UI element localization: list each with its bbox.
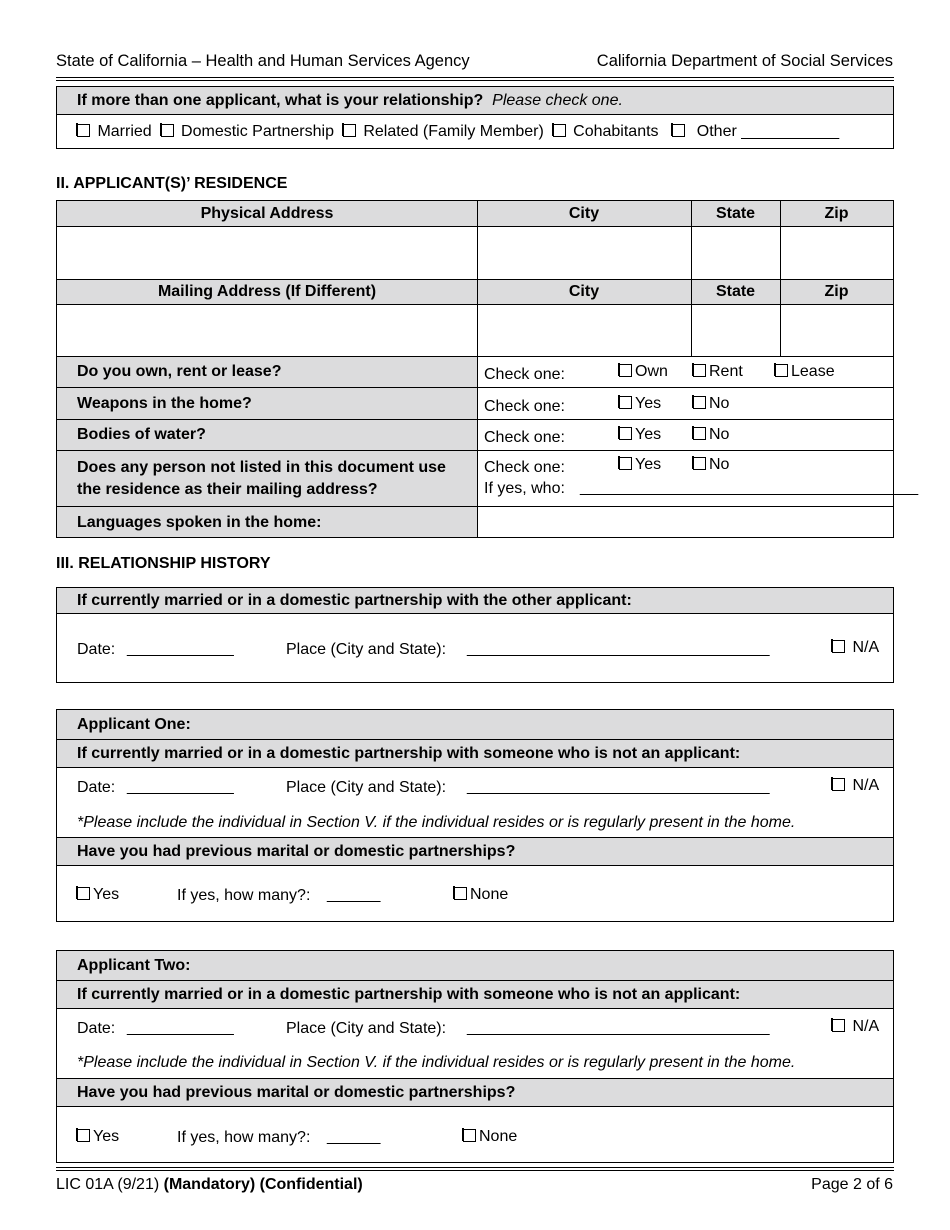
how-many-label: If yes, how many?: bbox=[177, 887, 311, 904]
checkbox[interactable] bbox=[775, 364, 788, 377]
who-field[interactable]: ______________________________________ bbox=[580, 479, 919, 496]
joint-marriage-header: If currently married or in a domestic partnership with the other applicant: bbox=[77, 592, 632, 609]
checkbox[interactable] bbox=[619, 457, 632, 470]
relationship-box bbox=[56, 86, 894, 149]
department-header: California Department of Social Services bbox=[596, 52, 893, 70]
place-label: Place (City and State): bbox=[286, 641, 447, 658]
state-header: State bbox=[715, 205, 756, 222]
check-one-label: Check one: bbox=[484, 459, 565, 476]
mailing-use-yes-option[interactable]: Yes bbox=[619, 456, 661, 474]
checkbox[interactable] bbox=[832, 778, 845, 791]
checkbox[interactable] bbox=[343, 124, 356, 137]
checkbox[interactable] bbox=[619, 396, 632, 409]
agency-header: State of California – Health and Human Services Agency bbox=[56, 52, 470, 70]
header-rule-2 bbox=[56, 80, 894, 81]
weapons-question: Weapons in the home? bbox=[77, 395, 252, 412]
mailing-zip-field[interactable] bbox=[782, 306, 891, 355]
checkbox[interactable] bbox=[77, 887, 90, 900]
option-domestic-partnership[interactable]: Domestic Partnership bbox=[161, 123, 334, 140]
footer-rule bbox=[56, 1167, 894, 1168]
form-id: LIC 01A (9/21) (Mandatory) (Confidential) bbox=[56, 1176, 363, 1193]
date-field[interactable]: ____________ bbox=[127, 778, 234, 795]
mailing-city-field[interactable] bbox=[479, 306, 689, 355]
date-label: Date: bbox=[77, 641, 116, 658]
date-label: Date: bbox=[77, 1020, 116, 1037]
physical-zip-field[interactable] bbox=[782, 228, 891, 278]
mailing-address-field[interactable] bbox=[59, 306, 475, 355]
water-no-option[interactable]: No bbox=[693, 426, 729, 444]
place-field[interactable]: __________________________________ bbox=[467, 640, 770, 657]
check-one-label: Check one: bbox=[484, 429, 565, 446]
city-header: City bbox=[568, 205, 600, 222]
date-field[interactable]: ____________ bbox=[127, 640, 234, 657]
how-many-field[interactable]: ______ bbox=[327, 1128, 381, 1145]
weapons-no-option[interactable]: No bbox=[693, 395, 729, 413]
section-v-note: *Please include the individual in Section V. if the individual resides or is regularly present in the home. bbox=[77, 814, 796, 831]
na-option[interactable]: N/A bbox=[832, 777, 879, 795]
na-option[interactable]: N/A bbox=[832, 639, 879, 657]
not-applicant-header: If currently married or in a domestic partnership with someone who is not an applicant: bbox=[77, 745, 741, 762]
na-option[interactable]: N/A bbox=[832, 1018, 879, 1036]
zip-header: Zip bbox=[824, 205, 849, 222]
footer-rule-2 bbox=[56, 1170, 894, 1171]
option-cohabitants[interactable]: Cohabitants bbox=[553, 123, 659, 140]
weapons-yes-option[interactable]: Yes bbox=[619, 395, 661, 413]
previous-none-option[interactable]: None bbox=[454, 886, 508, 904]
not-applicant-header: If currently married or in a domestic partnership with someone who is not an applicant: bbox=[77, 986, 741, 1003]
option-other[interactable]: Other ___________ bbox=[672, 123, 839, 140]
lease-option[interactable]: Lease bbox=[775, 363, 835, 381]
how-many-label: If yes, how many?: bbox=[177, 1129, 311, 1146]
joint-marriage-box bbox=[56, 587, 894, 683]
physical-city-field[interactable] bbox=[479, 228, 689, 278]
applicant-two-box bbox=[56, 950, 894, 1163]
other-field[interactable]: ___________ bbox=[741, 123, 840, 140]
checkbox[interactable] bbox=[693, 457, 706, 470]
water-question: Bodies of water? bbox=[77, 426, 206, 443]
checkbox[interactable] bbox=[832, 1019, 845, 1032]
if-yes-who-label: If yes, who: bbox=[484, 480, 565, 497]
previous-partnerships-question: Have you had previous marital or domestic partnerships? bbox=[77, 1084, 516, 1101]
own-rent-question: Do you own, rent or lease? bbox=[77, 363, 282, 380]
mailing-state-header: State bbox=[715, 283, 756, 300]
section-2-title: II. APPLICANT(S)’ RESIDENCE bbox=[56, 175, 288, 192]
place-label: Place (City and State): bbox=[286, 1020, 447, 1037]
place-field[interactable]: __________________________________ bbox=[467, 1019, 770, 1036]
mailing-city-header: City bbox=[568, 283, 600, 300]
mailing-address-header: Mailing Address (If Different) bbox=[157, 283, 377, 300]
mailing-zip-header: Zip bbox=[824, 283, 849, 300]
previous-yes-option[interactable]: Yes bbox=[77, 886, 119, 904]
checkbox[interactable] bbox=[619, 427, 632, 440]
residence-table bbox=[56, 200, 919, 538]
checkbox[interactable] bbox=[693, 396, 706, 409]
physical-state-field[interactable] bbox=[693, 228, 778, 278]
previous-yes-option[interactable]: Yes bbox=[77, 1128, 119, 1146]
checkbox[interactable] bbox=[832, 640, 845, 653]
checkbox[interactable] bbox=[77, 124, 90, 137]
header-rule bbox=[56, 77, 894, 78]
previous-none-option[interactable]: None bbox=[463, 1128, 517, 1146]
checkbox[interactable] bbox=[463, 1129, 476, 1142]
mailing-state-field[interactable] bbox=[693, 306, 778, 355]
checkbox[interactable] bbox=[161, 124, 174, 137]
water-yes-option[interactable]: Yes bbox=[619, 426, 661, 444]
languages-field[interactable] bbox=[479, 508, 891, 536]
form-flags: (Mandatory) (Confidential) bbox=[163, 1176, 363, 1193]
checkbox[interactable] bbox=[454, 887, 467, 900]
section-3-title: III. RELATIONSHIP HISTORY bbox=[56, 555, 271, 572]
check-one-label: Check one: bbox=[484, 398, 565, 415]
date-field[interactable]: ____________ bbox=[127, 1019, 234, 1036]
option-related[interactable]: Related (Family Member) bbox=[343, 123, 544, 140]
option-married[interactable]: Married bbox=[77, 123, 152, 140]
checkbox[interactable] bbox=[693, 364, 706, 377]
checkbox[interactable] bbox=[619, 364, 632, 377]
checkbox[interactable] bbox=[693, 427, 706, 440]
place-label: Place (City and State): bbox=[286, 779, 447, 796]
applicant-one-title: Applicant One: bbox=[77, 716, 191, 733]
relationship-options bbox=[77, 123, 839, 141]
relationship-question: If more than one applicant, what is your relationship? Please check one. bbox=[77, 92, 623, 109]
applicant-one-box bbox=[56, 709, 894, 922]
checkbox[interactable] bbox=[77, 1129, 90, 1142]
mailing-use-question-line1: Does any person not listed in this document use bbox=[77, 459, 446, 476]
mailing-use-no-option[interactable]: No bbox=[693, 456, 729, 474]
mailing-use-question-line2: the residence as their mailing address? bbox=[77, 481, 378, 498]
languages-question: Languages spoken in the home: bbox=[77, 514, 322, 531]
how-many-field[interactable]: ______ bbox=[327, 886, 381, 903]
physical-address-field[interactable] bbox=[59, 228, 475, 278]
applicant-two-title: Applicant Two: bbox=[77, 957, 191, 974]
checkbox[interactable] bbox=[672, 124, 685, 137]
physical-address-header: Physical Address bbox=[200, 205, 334, 222]
previous-partnerships-question: Have you had previous marital or domestic partnerships? bbox=[77, 843, 516, 860]
own-option[interactable]: Own bbox=[619, 363, 668, 381]
check-one-label: Check one: bbox=[484, 366, 565, 383]
date-label: Date: bbox=[77, 779, 116, 796]
rent-option[interactable]: Rent bbox=[693, 363, 743, 381]
checkbox[interactable] bbox=[553, 124, 566, 137]
section-v-note: *Please include the individual in Section V. if the individual resides or is regularly present in the home. bbox=[77, 1054, 796, 1071]
place-field[interactable]: __________________________________ bbox=[467, 778, 770, 795]
page-number: Page 2 of 6 bbox=[811, 1176, 893, 1193]
